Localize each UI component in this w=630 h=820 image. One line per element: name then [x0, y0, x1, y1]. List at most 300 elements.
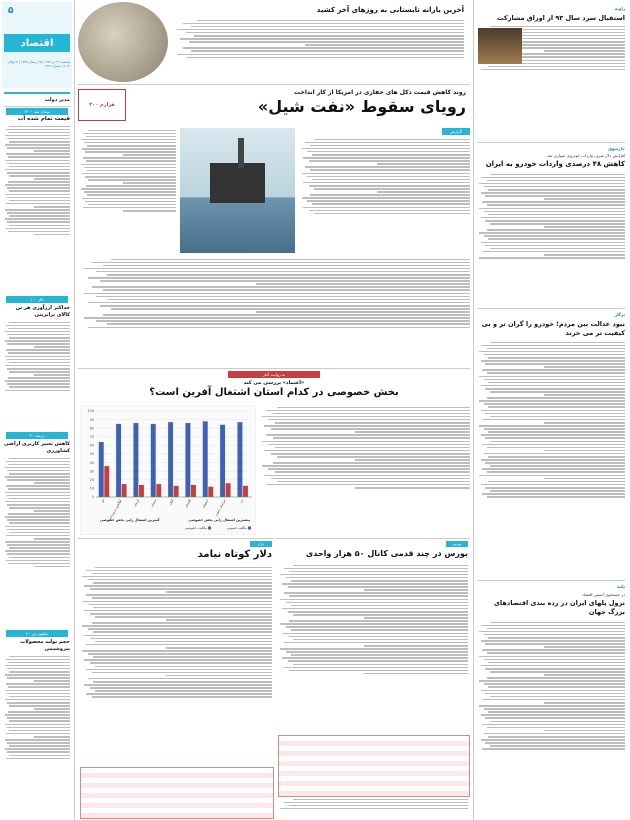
- market-block: [78, 538, 274, 819]
- text-line: [93, 631, 272, 633]
- text-line: [485, 388, 625, 390]
- text-line: [7, 359, 70, 361]
- text-line: [92, 622, 272, 624]
- text-line: [88, 628, 272, 630]
- text-line: [484, 235, 625, 237]
- text-line: [5, 209, 70, 211]
- text-line: [277, 407, 470, 409]
- bar: [237, 422, 242, 497]
- text-line: [82, 576, 272, 578]
- text-line: [307, 200, 470, 202]
- text-line: [314, 188, 470, 190]
- text-line: [488, 406, 625, 408]
- text-line: [8, 488, 70, 490]
- text-line: [302, 148, 470, 150]
- right-body: [478, 620, 625, 815]
- text-line: [82, 601, 272, 603]
- left-item-title: قیمت تمام شده آب: [17, 116, 70, 122]
- text-line: [8, 132, 70, 134]
- text-line: [282, 583, 468, 585]
- report-body: [300, 137, 470, 253]
- text-line: [191, 50, 464, 52]
- bar: [156, 484, 161, 497]
- text-line: [90, 638, 272, 640]
- bar: [226, 483, 231, 497]
- text-line: [96, 271, 470, 273]
- section-label: اقتصاد: [4, 34, 70, 52]
- text-line: [490, 441, 625, 443]
- text-line: [490, 416, 625, 418]
- text-line: [293, 639, 468, 641]
- text-line: [7, 717, 70, 719]
- text-line: [544, 366, 625, 368]
- text-line: [9, 557, 70, 559]
- text-line: [5, 665, 70, 667]
- text-line: [485, 462, 625, 464]
- text-line: [484, 733, 625, 735]
- text-line: [9, 696, 70, 698]
- text-line: [6, 485, 70, 487]
- text-line: [487, 727, 625, 729]
- legend-label: مالکیت خصوصی: [184, 526, 207, 530]
- left-item-body: [4, 456, 70, 626]
- text-line: [482, 649, 625, 651]
- text-line: [271, 453, 471, 455]
- text-line: [88, 302, 470, 304]
- bar: [122, 484, 127, 497]
- text-line: [9, 532, 70, 534]
- text-line: [288, 660, 469, 662]
- text-line: [189, 41, 465, 43]
- text-line: [280, 599, 468, 601]
- text-line: [7, 693, 70, 695]
- text-line: [293, 614, 468, 616]
- text-line: [310, 169, 470, 171]
- text-line: [92, 696, 272, 698]
- text-line: [34, 234, 70, 236]
- right-title: نبود عدالت بین مردم؛ خودرو را گران تر و بی کیفیت تر می خرند: [481, 320, 625, 337]
- text-line: [544, 450, 625, 452]
- text-line: [8, 464, 70, 466]
- text-line: [488, 686, 625, 688]
- text-line: [86, 594, 272, 596]
- text-line: [8, 231, 70, 233]
- text-line: [266, 484, 470, 486]
- lead-body-left: [80, 128, 176, 253]
- text-line: [5, 724, 70, 726]
- text-line: [487, 348, 625, 350]
- text-line: [86, 570, 272, 572]
- text-line: [280, 574, 468, 576]
- x-tick-label: کهگیلویه و بویراحمد: [106, 498, 123, 522]
- text-line: [482, 493, 625, 495]
- text-line: [488, 711, 625, 713]
- text-line: [7, 668, 70, 670]
- text-line: [481, 217, 625, 219]
- text-line: [95, 666, 272, 668]
- text-line: [479, 257, 625, 259]
- text-line: [256, 283, 471, 285]
- text-line: [5, 516, 70, 518]
- text-line: [82, 198, 176, 200]
- text-line: [487, 677, 625, 679]
- text-line: [9, 507, 70, 509]
- text-line: [84, 167, 176, 169]
- text-line: [490, 671, 625, 673]
- text-line: [34, 346, 70, 348]
- text-line: [479, 183, 625, 185]
- y-tick-label: 100: [87, 409, 94, 414]
- right-divider: [478, 142, 625, 143]
- text-line: [264, 450, 470, 452]
- text-line: [7, 187, 70, 189]
- text-line: [282, 608, 468, 610]
- text-line: [482, 699, 625, 701]
- text-line: [34, 178, 70, 180]
- text-line: [377, 191, 471, 193]
- left-item-title: کاهش تغییر کاربری اراضی کشاورزی: [4, 441, 70, 454]
- text-line: [482, 419, 625, 421]
- market-body: [80, 565, 272, 765]
- right-body: [478, 172, 625, 302]
- text-line: [5, 135, 70, 137]
- text-line: [7, 702, 70, 704]
- right-kicker: زاویه: [614, 6, 625, 11]
- text-line: [484, 428, 625, 430]
- text-line: [289, 670, 468, 672]
- bar: [174, 486, 179, 497]
- text-line: [5, 690, 70, 692]
- text-line: [6, 758, 70, 760]
- text-line: [482, 468, 625, 470]
- text-line: [166, 591, 272, 593]
- text-line: [289, 620, 468, 622]
- text-line: [291, 580, 468, 582]
- text-line: [34, 538, 70, 540]
- bar: [168, 422, 173, 497]
- text-line: [303, 157, 470, 159]
- y-tick-label: 10: [89, 486, 94, 491]
- text-line: [9, 745, 70, 747]
- text-line: [84, 142, 176, 144]
- text-line: [289, 595, 468, 597]
- text-line: [7, 504, 70, 506]
- text-line: [487, 652, 625, 654]
- text-line: [123, 154, 176, 156]
- text-line: [280, 808, 468, 810]
- text-line: [84, 635, 272, 637]
- text-line: [6, 461, 70, 463]
- text-line: [9, 656, 70, 658]
- text-line: [82, 625, 272, 627]
- text-line: [183, 23, 464, 25]
- lead-body-cols: [80, 257, 470, 365]
- text-line: [481, 640, 625, 642]
- text-line: [284, 802, 468, 804]
- right-kicker: چارسوق: [608, 146, 625, 151]
- text-line: [8, 686, 70, 688]
- text-line: [487, 229, 625, 231]
- x-tick-label: یزد: [238, 498, 244, 504]
- report-box: [300, 128, 470, 253]
- text-line: [95, 690, 272, 692]
- text-line: [309, 210, 471, 212]
- text-line: [487, 496, 625, 498]
- text-line: [7, 138, 70, 140]
- text-line: [488, 189, 625, 191]
- text-line: [88, 653, 272, 655]
- text-line: [490, 490, 625, 492]
- text-line: [177, 54, 464, 56]
- text-line: [293, 799, 468, 801]
- text-line: [84, 610, 272, 612]
- text-line: [7, 334, 70, 336]
- text-line: [482, 625, 625, 627]
- text-line: [479, 351, 625, 353]
- text-line: [6, 228, 70, 230]
- text-line: [484, 708, 625, 710]
- text-line: [7, 212, 70, 214]
- atm-photo: [478, 28, 522, 64]
- text-line: [485, 742, 625, 744]
- text-line: [5, 390, 70, 392]
- text-line: [484, 186, 625, 188]
- text-line: [7, 470, 70, 472]
- left-column: [0, 0, 75, 820]
- text-line: [310, 145, 470, 147]
- text-line: [479, 232, 625, 234]
- text-line: [487, 180, 625, 182]
- text-line: [485, 195, 625, 197]
- text-line: [81, 188, 176, 190]
- left-item-title: حداکثر ارزآوری هر تن کالای ترانزیتی: [15, 305, 70, 318]
- text-line: [355, 459, 471, 461]
- text-line: [9, 337, 70, 339]
- text-line: [9, 141, 70, 143]
- text-line: [93, 607, 272, 609]
- text-line: [490, 465, 625, 467]
- lead-title: رویای سقوط «نفت شیل»: [257, 97, 466, 116]
- text-line: [90, 613, 272, 615]
- bar: [191, 485, 196, 497]
- y-tick-label: 20: [89, 478, 94, 482]
- text-line: [85, 151, 176, 153]
- text-line: [5, 169, 70, 171]
- text-line: [482, 177, 625, 179]
- text-line: [5, 331, 70, 333]
- text-line: [5, 699, 70, 701]
- text-line: [288, 586, 469, 588]
- text-line: [83, 133, 176, 135]
- text-line: [7, 495, 70, 497]
- text-line: [5, 476, 70, 478]
- text-line: [95, 567, 272, 569]
- text-line: [34, 482, 70, 484]
- text-line: [482, 201, 625, 203]
- text-line: [275, 422, 470, 424]
- text-line: [84, 293, 470, 295]
- text-line: [9, 215, 70, 217]
- text-line: [111, 259, 470, 261]
- bar: [151, 424, 156, 497]
- text-line: [481, 385, 625, 387]
- text-line: [123, 210, 176, 212]
- text-line: [282, 657, 468, 659]
- text-line: [87, 145, 176, 147]
- analysis-title: بخش خصوصی در کدام استان اشتغال آفرین است؟: [149, 387, 399, 398]
- text-line: [284, 568, 468, 570]
- right-divider: [478, 580, 625, 581]
- stock-table: [278, 735, 470, 797]
- text-line: [289, 571, 468, 573]
- text-line: [7, 221, 70, 223]
- text-line: [5, 380, 70, 382]
- text-line: [34, 708, 70, 710]
- text-line: [481, 690, 625, 692]
- text-line: [84, 268, 470, 270]
- bar: [203, 421, 208, 497]
- text-line: [9, 522, 70, 524]
- text-line: [7, 368, 70, 370]
- text-line: [310, 194, 470, 196]
- left-item-title: حجم تولید محصولات پتروشیمی: [20, 639, 70, 652]
- text-line: [262, 441, 470, 443]
- text-line: [262, 465, 470, 467]
- text-line: [9, 473, 70, 475]
- lead-stamp: ۲۰۰ هزارم: [78, 89, 126, 121]
- text-line: [85, 176, 176, 178]
- text-line: [95, 616, 272, 618]
- right-column: [473, 0, 629, 820]
- text-line: [7, 727, 70, 729]
- text-line: [86, 136, 176, 138]
- text-line: [481, 410, 625, 412]
- right-kicker: نکته: [617, 584, 625, 589]
- market-title: دلار کوتاه نیامد: [197, 549, 272, 560]
- text-line: [544, 730, 625, 732]
- text-line: [256, 311, 471, 313]
- y-tick-label: 80: [89, 426, 94, 431]
- text-line: [479, 475, 625, 477]
- text-line: [485, 220, 625, 222]
- text-line: [5, 144, 70, 146]
- text-line: [5, 356, 70, 358]
- text-line: [7, 163, 70, 165]
- text-line: [377, 163, 471, 165]
- y-tick-label: 30: [89, 469, 94, 474]
- text-line: [364, 645, 469, 647]
- text-line: [6, 683, 70, 685]
- text-line: [8, 328, 70, 330]
- text-line: [5, 674, 70, 676]
- text-line: [484, 403, 625, 405]
- text-line: [293, 664, 468, 666]
- text-line: [312, 203, 470, 205]
- text-line: [490, 696, 625, 698]
- text-line: [490, 342, 625, 344]
- text-line: [487, 372, 625, 374]
- text-line: [6, 535, 70, 537]
- text-line: [544, 478, 625, 480]
- text-line: [284, 667, 468, 669]
- analysis-kicker-bar: به روایت آمار: [228, 371, 320, 378]
- text-line: [303, 207, 470, 209]
- text-line: [490, 622, 625, 624]
- text-line: [92, 672, 272, 674]
- text-line: [271, 478, 471, 480]
- text-line: [93, 582, 272, 584]
- text-line: [8, 377, 70, 379]
- text-line: [305, 166, 470, 168]
- text-line: [177, 29, 464, 31]
- text-line: [85, 201, 176, 203]
- text-line: [479, 656, 625, 658]
- text-line: [482, 251, 625, 253]
- text-line: [280, 648, 468, 650]
- text-line: [83, 207, 176, 209]
- text-line: [479, 376, 625, 378]
- right-subkicker: در جستجوی آستین اقتصاد: [581, 592, 625, 597]
- text-line: [100, 280, 471, 282]
- text-line: [484, 453, 625, 455]
- text-line: [488, 481, 625, 483]
- text-line: [8, 711, 70, 713]
- text-line: [484, 211, 625, 213]
- top-story-title: آخرین یارانه تابستانی به روزهای آخر کشید: [316, 6, 464, 14]
- text-line: [9, 705, 70, 707]
- text-line: [268, 468, 470, 470]
- text-line: [166, 647, 272, 649]
- text-line: [266, 410, 470, 412]
- text-line: [544, 422, 625, 424]
- analysis-body: [260, 405, 470, 533]
- text-line: [107, 299, 470, 301]
- text-line: [81, 139, 176, 141]
- text-line: [6, 349, 70, 351]
- text-line: [111, 308, 470, 310]
- text-line: [5, 340, 70, 342]
- text-line: [490, 391, 625, 393]
- x-tick-label: گلستان: [183, 498, 192, 509]
- text-line: [364, 617, 469, 619]
- text-line: [481, 739, 625, 741]
- text-line: [291, 605, 468, 607]
- stock-footer: [278, 797, 468, 817]
- y-tick-label: 50: [89, 452, 94, 457]
- text-line: [484, 683, 625, 685]
- text-line: [307, 151, 470, 153]
- text-line: [286, 626, 468, 628]
- text-line: [481, 714, 625, 716]
- text-line: [82, 650, 272, 652]
- text-line: [544, 646, 625, 648]
- legend-label: مالکیت عمومی: [226, 526, 247, 530]
- text-line: [93, 656, 272, 658]
- text-line: [88, 604, 272, 606]
- text-line: [7, 519, 70, 521]
- text-line: [309, 185, 471, 187]
- text-line: [7, 742, 70, 744]
- text-line: [84, 684, 272, 686]
- text-line: [86, 669, 272, 671]
- text-line: [484, 634, 625, 636]
- text-line: [7, 544, 70, 546]
- employment-chart: [80, 405, 256, 535]
- text-line: [5, 748, 70, 750]
- text-line: [84, 317, 470, 319]
- text-line: [34, 510, 70, 512]
- text-line: [262, 416, 470, 418]
